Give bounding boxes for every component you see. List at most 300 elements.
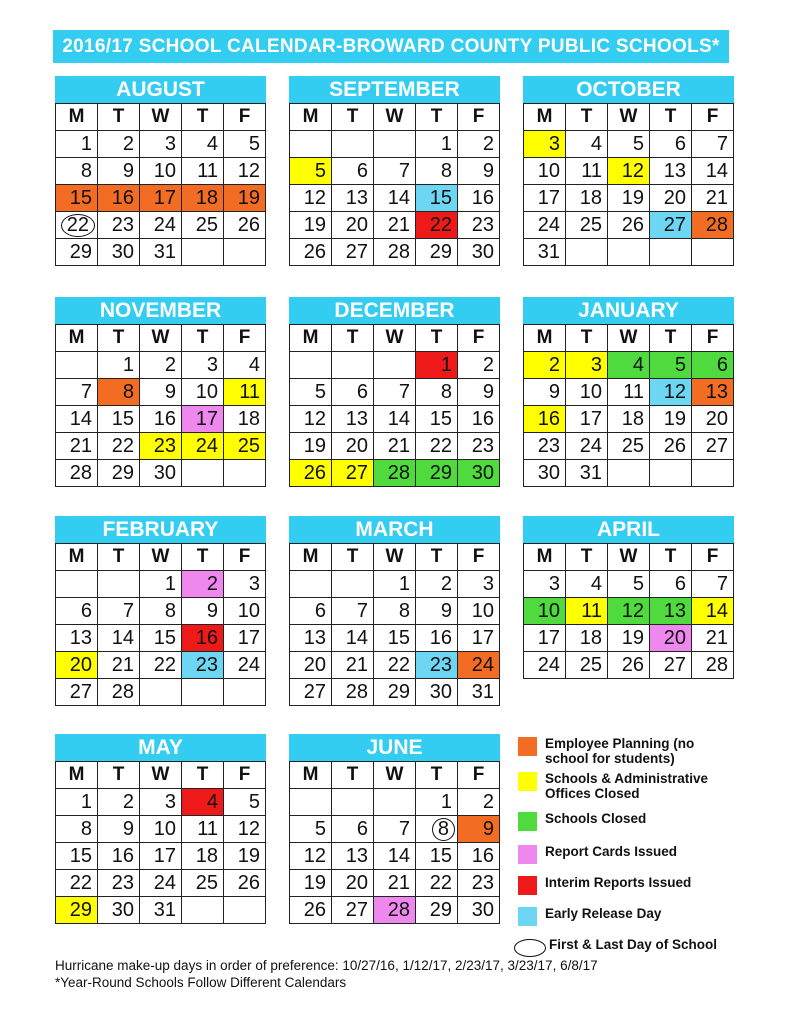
- weekday-header-row: [524, 104, 734, 131]
- day-cell: [332, 433, 374, 460]
- day-cell: [56, 679, 98, 706]
- day-number: 13: [345, 186, 368, 209]
- day-cell: [224, 789, 266, 816]
- day-cell: [566, 598, 608, 625]
- day-number: 26: [621, 653, 644, 676]
- day-cell: [566, 131, 608, 158]
- day-number: 22: [429, 213, 452, 236]
- day-cell: [416, 571, 458, 598]
- weekday-header-row: [524, 544, 734, 571]
- day-cell: [416, 625, 458, 652]
- month-table: [289, 543, 500, 706]
- weekday-header-row: [290, 104, 500, 131]
- day-number: 12: [303, 844, 326, 867]
- week-row: [524, 571, 734, 598]
- weekday-header-row: [290, 762, 500, 789]
- day-number: 27: [705, 434, 728, 457]
- day-cell: [608, 352, 650, 379]
- day-cell: [692, 652, 734, 679]
- day-number: 11: [623, 380, 644, 403]
- day-number: 30: [471, 461, 494, 484]
- day-cell: [182, 406, 224, 433]
- weekday-label: W: [608, 325, 650, 352]
- day-cell: [650, 239, 692, 266]
- day-cell: [290, 816, 332, 843]
- notes: [55, 957, 598, 991]
- day-cell: [224, 212, 266, 239]
- day-cell: [332, 897, 374, 924]
- week-row: [56, 406, 266, 433]
- day-number: 9: [440, 599, 452, 622]
- day-number: 7: [356, 599, 368, 622]
- month-name: OCTOBER: [523, 76, 734, 103]
- day-number: 1: [440, 790, 452, 813]
- day-number: 2: [482, 790, 494, 813]
- day-cell: [608, 598, 650, 625]
- day-number: 4: [206, 790, 218, 813]
- day-number: 24: [153, 871, 176, 894]
- day-cell: [140, 870, 182, 897]
- week-row: [290, 843, 500, 870]
- day-number: 6: [80, 599, 92, 622]
- week-row: [290, 679, 500, 706]
- weekday-label: W: [140, 762, 182, 789]
- week-row: [56, 571, 266, 598]
- day-cell: [56, 571, 98, 598]
- day-cell: [374, 158, 416, 185]
- day-number: [644, 241, 649, 263]
- day-cell: [224, 571, 266, 598]
- day-number: 16: [471, 844, 494, 867]
- weekday-label: T: [416, 104, 458, 131]
- day-cell: [98, 789, 140, 816]
- day-cell: [332, 379, 374, 406]
- day-cell: [332, 571, 374, 598]
- week-row: [524, 652, 734, 679]
- day-cell: [374, 571, 416, 598]
- day-cell: [140, 625, 182, 652]
- day-number: 3: [164, 790, 176, 813]
- legend-item-pink: [518, 844, 677, 864]
- day-cell: [98, 131, 140, 158]
- calendar-title: 2016/17 SCHOOL CALENDAR-BROWARD COUNTY PUBLIC SCHOOLS*: [53, 30, 729, 63]
- day-number: 19: [303, 213, 326, 236]
- day-cell: [524, 158, 566, 185]
- day-number: 3: [164, 132, 176, 155]
- weekday-label: W: [374, 104, 416, 131]
- day-number: 28: [387, 898, 410, 921]
- day-cell: [140, 212, 182, 239]
- weekday-label: W: [608, 104, 650, 131]
- month-table: [523, 324, 734, 487]
- weekday-label: M: [56, 104, 98, 131]
- day-cell: [416, 379, 458, 406]
- day-number: 17: [579, 407, 602, 430]
- week-row: [524, 158, 734, 185]
- day-number: 3: [206, 353, 218, 376]
- weekday-label: T: [416, 762, 458, 789]
- month-7: [289, 516, 500, 706]
- day-cell: [224, 816, 266, 843]
- day-cell: [98, 185, 140, 212]
- day-number: 27: [345, 461, 368, 484]
- day-number: 18: [579, 626, 602, 649]
- day-cell: [98, 379, 140, 406]
- day-number: 14: [345, 626, 368, 649]
- day-number: 22: [429, 434, 452, 457]
- day-cell: [98, 239, 140, 266]
- day-number: 8: [164, 599, 176, 622]
- day-number: 20: [69, 653, 92, 676]
- weekday-label: T: [332, 325, 374, 352]
- day-cell: [650, 406, 692, 433]
- day-number: 30: [111, 240, 134, 263]
- day-cell: [56, 816, 98, 843]
- day-cell: [290, 433, 332, 460]
- day-number: [260, 899, 265, 921]
- day-number: 22: [111, 434, 134, 457]
- day-cell: [332, 789, 374, 816]
- day-cell: [374, 379, 416, 406]
- day-number: 16: [153, 407, 176, 430]
- day-cell: [140, 679, 182, 706]
- day-number: 5: [314, 159, 326, 182]
- day-cell: [566, 158, 608, 185]
- day-cell: [140, 571, 182, 598]
- day-number: 10: [237, 599, 260, 622]
- day-number: 10: [471, 599, 494, 622]
- day-cell: [524, 598, 566, 625]
- weekday-header-row: [56, 325, 266, 352]
- day-number: 15: [387, 626, 410, 649]
- day-number: 9: [482, 159, 494, 182]
- day-cell: [140, 897, 182, 924]
- day-number: 25: [579, 213, 602, 236]
- legend-swatch: [518, 772, 537, 791]
- weekday-label: T: [332, 104, 374, 131]
- day-cell: [374, 789, 416, 816]
- day-number: 13: [663, 159, 686, 182]
- day-number: 20: [345, 434, 368, 457]
- week-row: [524, 212, 734, 239]
- day-cell: [524, 239, 566, 266]
- day-cell: [458, 571, 500, 598]
- day-number: 10: [537, 599, 560, 622]
- day-cell: [608, 571, 650, 598]
- day-cell: [56, 789, 98, 816]
- day-number: 16: [111, 844, 134, 867]
- day-number: 15: [111, 407, 134, 430]
- day-cell: [416, 870, 458, 897]
- day-number: 5: [632, 572, 644, 595]
- day-number: 27: [69, 680, 92, 703]
- day-number: 4: [248, 353, 260, 376]
- day-number: 5: [632, 132, 644, 155]
- day-number: 6: [356, 817, 368, 840]
- weekday-header-row: [56, 104, 266, 131]
- day-cell: [332, 406, 374, 433]
- day-number: 2: [482, 353, 494, 376]
- day-cell: [332, 352, 374, 379]
- day-number: 15: [429, 844, 452, 867]
- day-cell: [140, 433, 182, 460]
- day-number: 2: [122, 132, 134, 155]
- day-number: 31: [153, 240, 176, 263]
- day-number: 1: [440, 353, 452, 376]
- week-row: [56, 460, 266, 487]
- day-number: 20: [345, 213, 368, 236]
- week-row: [290, 652, 500, 679]
- day-cell: [374, 352, 416, 379]
- day-number: 24: [537, 653, 560, 676]
- week-row: [56, 816, 266, 843]
- day-number: 30: [153, 461, 176, 484]
- day-cell: [332, 652, 374, 679]
- day-number: 12: [237, 817, 260, 840]
- day-number: 11: [239, 380, 260, 403]
- week-row: [290, 379, 500, 406]
- day-number: 23: [111, 871, 134, 894]
- legend-text: Interim Reports Issued: [545, 875, 692, 890]
- day-cell: [524, 131, 566, 158]
- day-cell: [332, 625, 374, 652]
- day-cell: [566, 352, 608, 379]
- month-4: [289, 297, 500, 487]
- day-number: 13: [69, 626, 92, 649]
- day-number: 25: [195, 213, 218, 236]
- day-cell: [608, 185, 650, 212]
- week-row: [524, 131, 734, 158]
- day-cell: [458, 406, 500, 433]
- day-cell: [182, 843, 224, 870]
- day-cell: [374, 212, 416, 239]
- day-number: 2: [206, 572, 218, 595]
- day-cell: [98, 433, 140, 460]
- day-number: 26: [237, 213, 260, 236]
- day-cell: [290, 131, 332, 158]
- day-number: 1: [440, 132, 452, 155]
- weekday-label: F: [224, 762, 266, 789]
- legend-swatch: [518, 876, 537, 895]
- month-name: MARCH: [289, 516, 500, 543]
- day-number: 15: [429, 186, 452, 209]
- day-cell: [224, 433, 266, 460]
- day-cell: [56, 652, 98, 679]
- day-cell: [566, 625, 608, 652]
- month-table: [55, 324, 266, 487]
- day-number: 29: [111, 461, 134, 484]
- day-cell: [524, 460, 566, 487]
- day-cell: [692, 379, 734, 406]
- day-cell: [56, 598, 98, 625]
- day-number: [410, 354, 415, 376]
- week-row: [524, 379, 734, 406]
- week-row: [290, 239, 500, 266]
- day-number: 6: [314, 599, 326, 622]
- month-name: NOVEMBER: [55, 297, 266, 324]
- day-number: 6: [674, 572, 686, 595]
- day-number: 19: [621, 186, 644, 209]
- day-cell: [290, 406, 332, 433]
- week-row: [56, 870, 266, 897]
- day-number: 1: [122, 353, 134, 376]
- day-cell: [98, 598, 140, 625]
- day-cell: [332, 843, 374, 870]
- day-number: 18: [195, 186, 218, 209]
- legend-swatch: [518, 737, 537, 756]
- day-cell: [566, 571, 608, 598]
- week-row: [56, 158, 266, 185]
- month-table: [289, 761, 500, 924]
- day-cell: [140, 158, 182, 185]
- day-number: [218, 462, 223, 484]
- day-cell: [374, 131, 416, 158]
- day-number: 8: [440, 159, 452, 182]
- day-cell: [566, 433, 608, 460]
- day-cell: [374, 185, 416, 212]
- day-number: 22: [61, 214, 95, 237]
- month-name: JUNE: [289, 734, 500, 761]
- week-row: [290, 212, 500, 239]
- day-number: 7: [398, 159, 410, 182]
- weekday-header-row: [524, 325, 734, 352]
- day-number: 4: [632, 353, 644, 376]
- day-number: 23: [471, 434, 494, 457]
- day-cell: [140, 185, 182, 212]
- day-number: 26: [663, 434, 686, 457]
- day-number: [218, 899, 223, 921]
- day-number: [260, 241, 265, 263]
- day-cell: [524, 379, 566, 406]
- day-cell: [332, 158, 374, 185]
- week-row: [524, 185, 734, 212]
- day-cell: [332, 870, 374, 897]
- weekday-label: F: [692, 104, 734, 131]
- day-number: 30: [429, 680, 452, 703]
- day-cell: [692, 239, 734, 266]
- day-cell: [458, 843, 500, 870]
- day-cell: [608, 158, 650, 185]
- day-cell: [224, 158, 266, 185]
- day-number: 8: [398, 599, 410, 622]
- day-cell: [566, 460, 608, 487]
- day-cell: [374, 843, 416, 870]
- day-number: 26: [303, 461, 326, 484]
- weekday-label: T: [182, 104, 224, 131]
- week-row: [56, 185, 266, 212]
- day-cell: [416, 816, 458, 843]
- week-row: [56, 212, 266, 239]
- day-number: 23: [111, 213, 134, 236]
- month-name: APRIL: [523, 516, 734, 543]
- month-name: AUGUST: [55, 76, 266, 103]
- day-cell: [224, 679, 266, 706]
- day-cell: [290, 652, 332, 679]
- day-number: 5: [674, 353, 686, 376]
- month-9: [55, 734, 266, 924]
- day-number: 5: [248, 132, 260, 155]
- week-row: [56, 897, 266, 924]
- legend-item-red: [518, 875, 691, 895]
- day-cell: [182, 897, 224, 924]
- month-0: [55, 76, 266, 266]
- month-name: FEBRUARY: [55, 516, 266, 543]
- day-number: 3: [590, 353, 602, 376]
- week-row: [56, 652, 266, 679]
- day-number: 31: [579, 461, 602, 484]
- week-row: [290, 870, 500, 897]
- day-number: 4: [590, 132, 602, 155]
- day-cell: [182, 185, 224, 212]
- day-number: 8: [80, 159, 92, 182]
- day-number: 17: [195, 407, 218, 430]
- day-cell: [290, 679, 332, 706]
- day-number: 27: [345, 240, 368, 263]
- weekday-label: F: [692, 544, 734, 571]
- day-number: 20: [705, 407, 728, 430]
- day-number: 29: [429, 898, 452, 921]
- day-cell: [458, 433, 500, 460]
- day-cell: [182, 460, 224, 487]
- day-cell: [650, 158, 692, 185]
- weekday-label: T: [566, 325, 608, 352]
- day-cell: [224, 598, 266, 625]
- day-number: [326, 133, 331, 155]
- day-number: 14: [705, 599, 728, 622]
- weekday-label: T: [416, 325, 458, 352]
- day-number: 16: [537, 407, 560, 430]
- day-cell: [182, 212, 224, 239]
- day-cell: [224, 843, 266, 870]
- week-row: [290, 158, 500, 185]
- day-number: 27: [303, 680, 326, 703]
- day-number: [218, 681, 223, 703]
- weekday-label: M: [290, 544, 332, 571]
- day-number: 26: [303, 898, 326, 921]
- day-number: 29: [69, 240, 92, 263]
- weekday-label: M: [524, 544, 566, 571]
- weekday-label: F: [458, 104, 500, 131]
- day-cell: [374, 598, 416, 625]
- day-number: 28: [111, 680, 134, 703]
- day-number: 19: [237, 186, 260, 209]
- day-number: 18: [237, 407, 260, 430]
- weekday-header-row: [56, 762, 266, 789]
- day-cell: [692, 571, 734, 598]
- day-cell: [290, 598, 332, 625]
- legend-swatch: [514, 939, 546, 957]
- day-cell: [98, 625, 140, 652]
- month-name: SEPTEMBER: [289, 76, 500, 103]
- day-number: 20: [345, 871, 368, 894]
- day-cell: [650, 625, 692, 652]
- day-number: 8: [80, 817, 92, 840]
- weekday-label: M: [290, 762, 332, 789]
- month-table: [55, 543, 266, 706]
- day-cell: [458, 131, 500, 158]
- weekday-label: M: [524, 104, 566, 131]
- day-number: 24: [537, 213, 560, 236]
- day-cell: [182, 571, 224, 598]
- day-number: 2: [482, 132, 494, 155]
- day-cell: [416, 843, 458, 870]
- day-cell: [692, 131, 734, 158]
- day-cell: [98, 571, 140, 598]
- day-number: 29: [429, 461, 452, 484]
- day-number: 8: [122, 380, 134, 403]
- day-cell: [140, 379, 182, 406]
- week-row: [524, 598, 734, 625]
